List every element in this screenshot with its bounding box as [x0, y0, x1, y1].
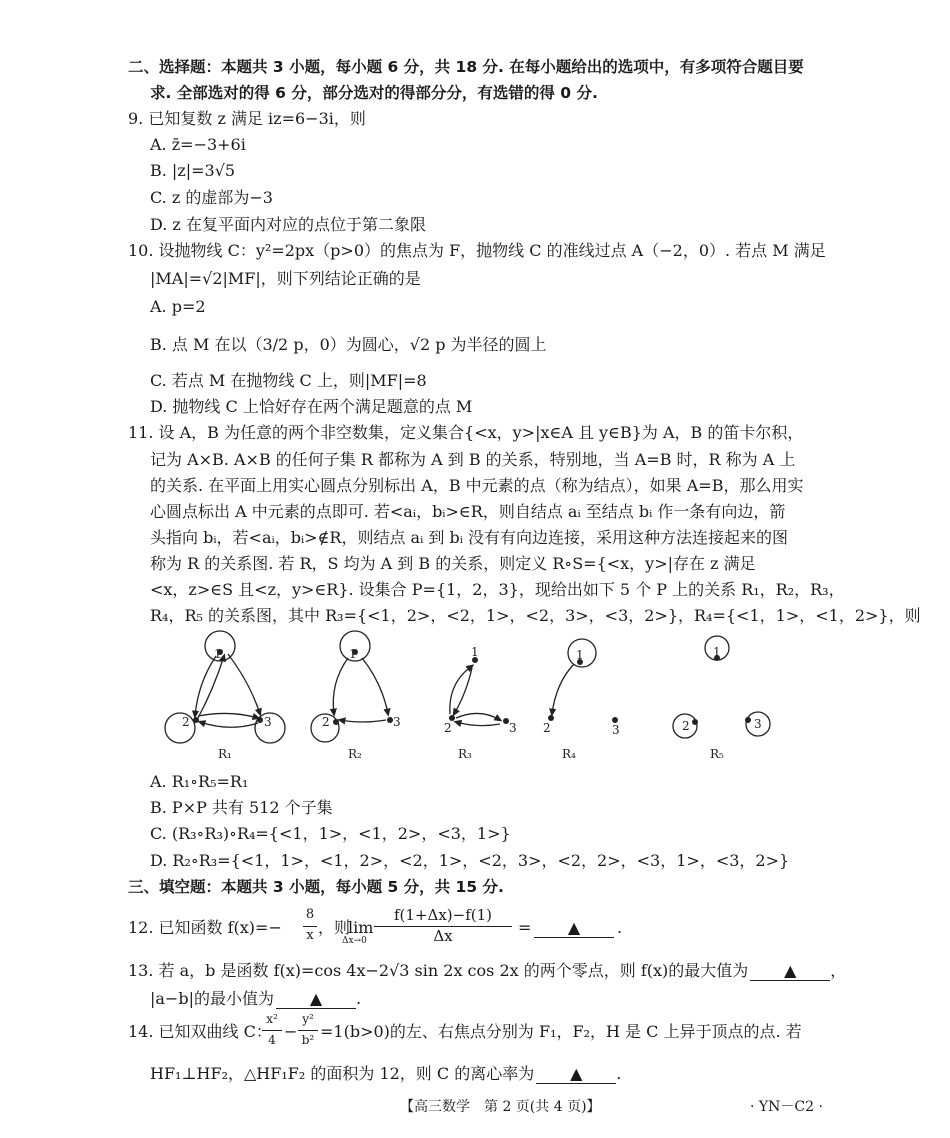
node-label: 3 — [612, 723, 620, 737]
node-label: 1 — [471, 645, 479, 659]
node-label: 3 — [754, 717, 762, 731]
q14-line2-end: . — [616, 1064, 622, 1083]
r5-node-2 — [692, 719, 698, 725]
q12-frac2-num: f(1+Δx)−f(1) — [393, 906, 493, 924]
q10-option-c: C. 若点 M 在抛物线 C 上，则|MF|=8 — [150, 371, 427, 390]
q12-eq: = — [518, 918, 532, 937]
node-label: 3 — [264, 715, 272, 729]
node-label: 1 — [576, 648, 584, 662]
q9-option-d: D. z 在复平面内对应的点位于第二象限 — [150, 215, 426, 234]
section2-line1: 二、选择题：本题共 3 小题，每小题 6 分，共 18 分. 在每小题给出的选项中，有多项符合题目要 — [128, 58, 804, 76]
graph-label-r1: R₁ — [218, 747, 232, 761]
q12-end: . — [617, 918, 623, 937]
q11-line: 记为 A×B. A×B 的任何子集 R 都称为 A 到 B 的关系，特别地，当 A=B 时，R 称为 A 上 — [150, 450, 796, 469]
relation-graphs-figure — [150, 628, 800, 768]
node-label: 3 — [509, 721, 517, 735]
graph-label-r4: R₄ — [562, 747, 576, 761]
q11-line: 的关系. 在平面上用实心圆点分别标出 A，B 中元素的点（称为结点），如果 A=B，那么用实 — [150, 476, 804, 495]
q10-stem-line2: |MA|=√2|MF|，则下列结论正确的是 — [150, 269, 421, 288]
q11-line: 11. 设 A，B 为任意的两个非空数集，定义集合{<x，y>|x∈A 且 y∈B}为 A，B 的笛卡尔积， — [128, 423, 804, 442]
q11-option-a: A. R₁∘R₅=R₁ — [150, 772, 249, 791]
q11-option-d: D. R₂∘R₃={<1，1>，<1，2>，<2，1>，<2，3>，<2，2>，<3，1>，<3，2>} — [150, 851, 790, 870]
node-label: 1 — [713, 645, 721, 659]
q14-blank[interactable]: ▲ — [536, 1065, 616, 1084]
q14-line2-text: HF₁⊥HF₂，△HF₁F₂ 的面积为 12，则 C 的离心率为 — [150, 1064, 535, 1083]
q12-frac2-den: Δx — [433, 927, 453, 945]
graph-r4 — [552, 639, 596, 714]
q13-line2-end: . — [355, 989, 362, 1008]
footer-code: · YN－C2 · — [750, 1099, 823, 1115]
node-label: 1 — [214, 647, 222, 661]
r1-node-2 — [193, 717, 199, 723]
q9-option-c: C. z 的虚部为−3 — [150, 188, 273, 207]
graph-r3 — [450, 666, 500, 726]
q10-option-a: A. p=2 — [150, 297, 206, 316]
q11-line: 心圆点标出 A 中元素的点即可. 若<aᵢ，bᵢ>∈R，则自结点 aᵢ 至结点 bᵢ 作一条有向边，箭 — [150, 502, 786, 521]
q13-line2 — [150, 988, 361, 1010]
q14-frac2-den: b² — [301, 1033, 315, 1047]
q10-option-d: D. 抛物线 C 上恰好存在两个满足题意的点 M — [150, 397, 473, 416]
q10-option-b: B. 点 M 在以（3/2 p，0）为圆心，√2 p 为半径的圆上 — [150, 335, 547, 354]
q11-line: R₄，R₅ 的关系图，其中 R₃={<1，2>，<2，1>，<2，3>，<3，2>}，R₄={<1，1>，<1，2>}，则 — [150, 606, 921, 625]
q10-stem-line1: 10. 设抛物线 C：y²=2px（p>0）的焦点为 F，抛物线 C 的准线过点 A（−2，0）. 若点 M 满足 — [128, 241, 826, 260]
q14-frac2-num: y² — [302, 1012, 314, 1026]
q13-line1-end: ， — [830, 961, 847, 980]
node-label: 2 — [182, 715, 190, 729]
q9-stem: 9. 已知复数 z 满足 iz=6−3i，则 — [128, 109, 366, 128]
q11-line: 称为 R 的关系图. 若 R，S 均为 A 到 B 的关系，则定义 R∘S={<x，y>|存在 z 满足 — [150, 554, 756, 573]
q12-frac1-den: x — [306, 928, 314, 943]
q11-option-b: B. P×P 共有 512 个子集 — [150, 798, 333, 817]
q12-answer-blank[interactable]: ▲ — [534, 919, 614, 938]
q14-frac1-num: x² — [266, 1012, 278, 1026]
node-label: 2 — [444, 721, 452, 735]
node-label: 1 — [349, 647, 357, 661]
q12-mid: ，则 — [318, 918, 351, 937]
q9-option-b: B. |z|=3√5 — [150, 161, 236, 180]
q14-line1a: 14. 已知双曲线 C： — [128, 1022, 272, 1041]
q13-blank-2[interactable]: ▲ — [276, 990, 356, 1009]
node-label: 2 — [682, 719, 690, 733]
q11-line: 头指向 bᵢ，若<aᵢ，bᵢ>∉R，则结点 aᵢ 到 bᵢ 没有有向边连接，采用这种方法连接起来的图 — [150, 528, 789, 547]
r5-node-3 — [745, 717, 751, 723]
node-label: 2 — [322, 715, 330, 729]
q12-lim: lim — [348, 918, 374, 937]
q13-line2-text: |a−b|的最小值为 — [150, 989, 274, 1008]
q14-frac1-den: 4 — [268, 1033, 276, 1047]
q14-minus: − — [284, 1022, 298, 1041]
q14-line1b: =1(b>0)的左、右焦点分别为 F₁，F₂，H 是 C 上异于顶点的点. 若 — [320, 1022, 802, 1041]
q14-line2 — [150, 1063, 621, 1085]
graph-label-r3: R₃ — [458, 747, 472, 761]
node-label: 2 — [543, 721, 551, 735]
q12-frac1-num: 8 — [305, 907, 315, 922]
q12-lim-sub: Δx→0 — [342, 936, 367, 946]
node-label: 3 — [393, 715, 401, 729]
graph-label-r2: R₂ — [348, 747, 362, 761]
q11-option-c: C. (R₃∘R₃)∘R₄={<1，1>，<1，2>，<3，1>} — [150, 824, 511, 843]
q12-prefix: 12. 已知函数 f(x)=− — [128, 918, 282, 937]
q13-line1-text: 13. 若 a，b 是函数 f(x)=cos 4x−2√3 sin 2x cos 2x 的两个零点，则 f(x)的最大值为 — [128, 961, 749, 980]
q13-blank-1[interactable]: ▲ — [750, 962, 830, 981]
section3-heading: 三、填空题：本题共 3 小题，每小题 5 分，共 15 分. — [128, 878, 504, 896]
footer-page-info: 【高三数学 第 2 页(共 4 页)】 — [400, 1099, 601, 1115]
q13-line1 — [128, 960, 846, 982]
q9-option-a: A. z̄=−3+6i — [150, 135, 246, 154]
graph-label-r5: R₅ — [710, 747, 724, 761]
r1-node-3 — [257, 717, 263, 723]
section2-line2: 求. 全部选对的得 6 分，部分选对的得部分分，有选错的得 0 分. — [150, 84, 598, 102]
q11-line: <x，z>∈S 且<z，y>∈R}. 设集合 P={1，2，3}，现给出如下 5 个 P 上的关系 R₁，R₂，R₃， — [150, 580, 845, 599]
r2-node-2 — [333, 719, 339, 725]
